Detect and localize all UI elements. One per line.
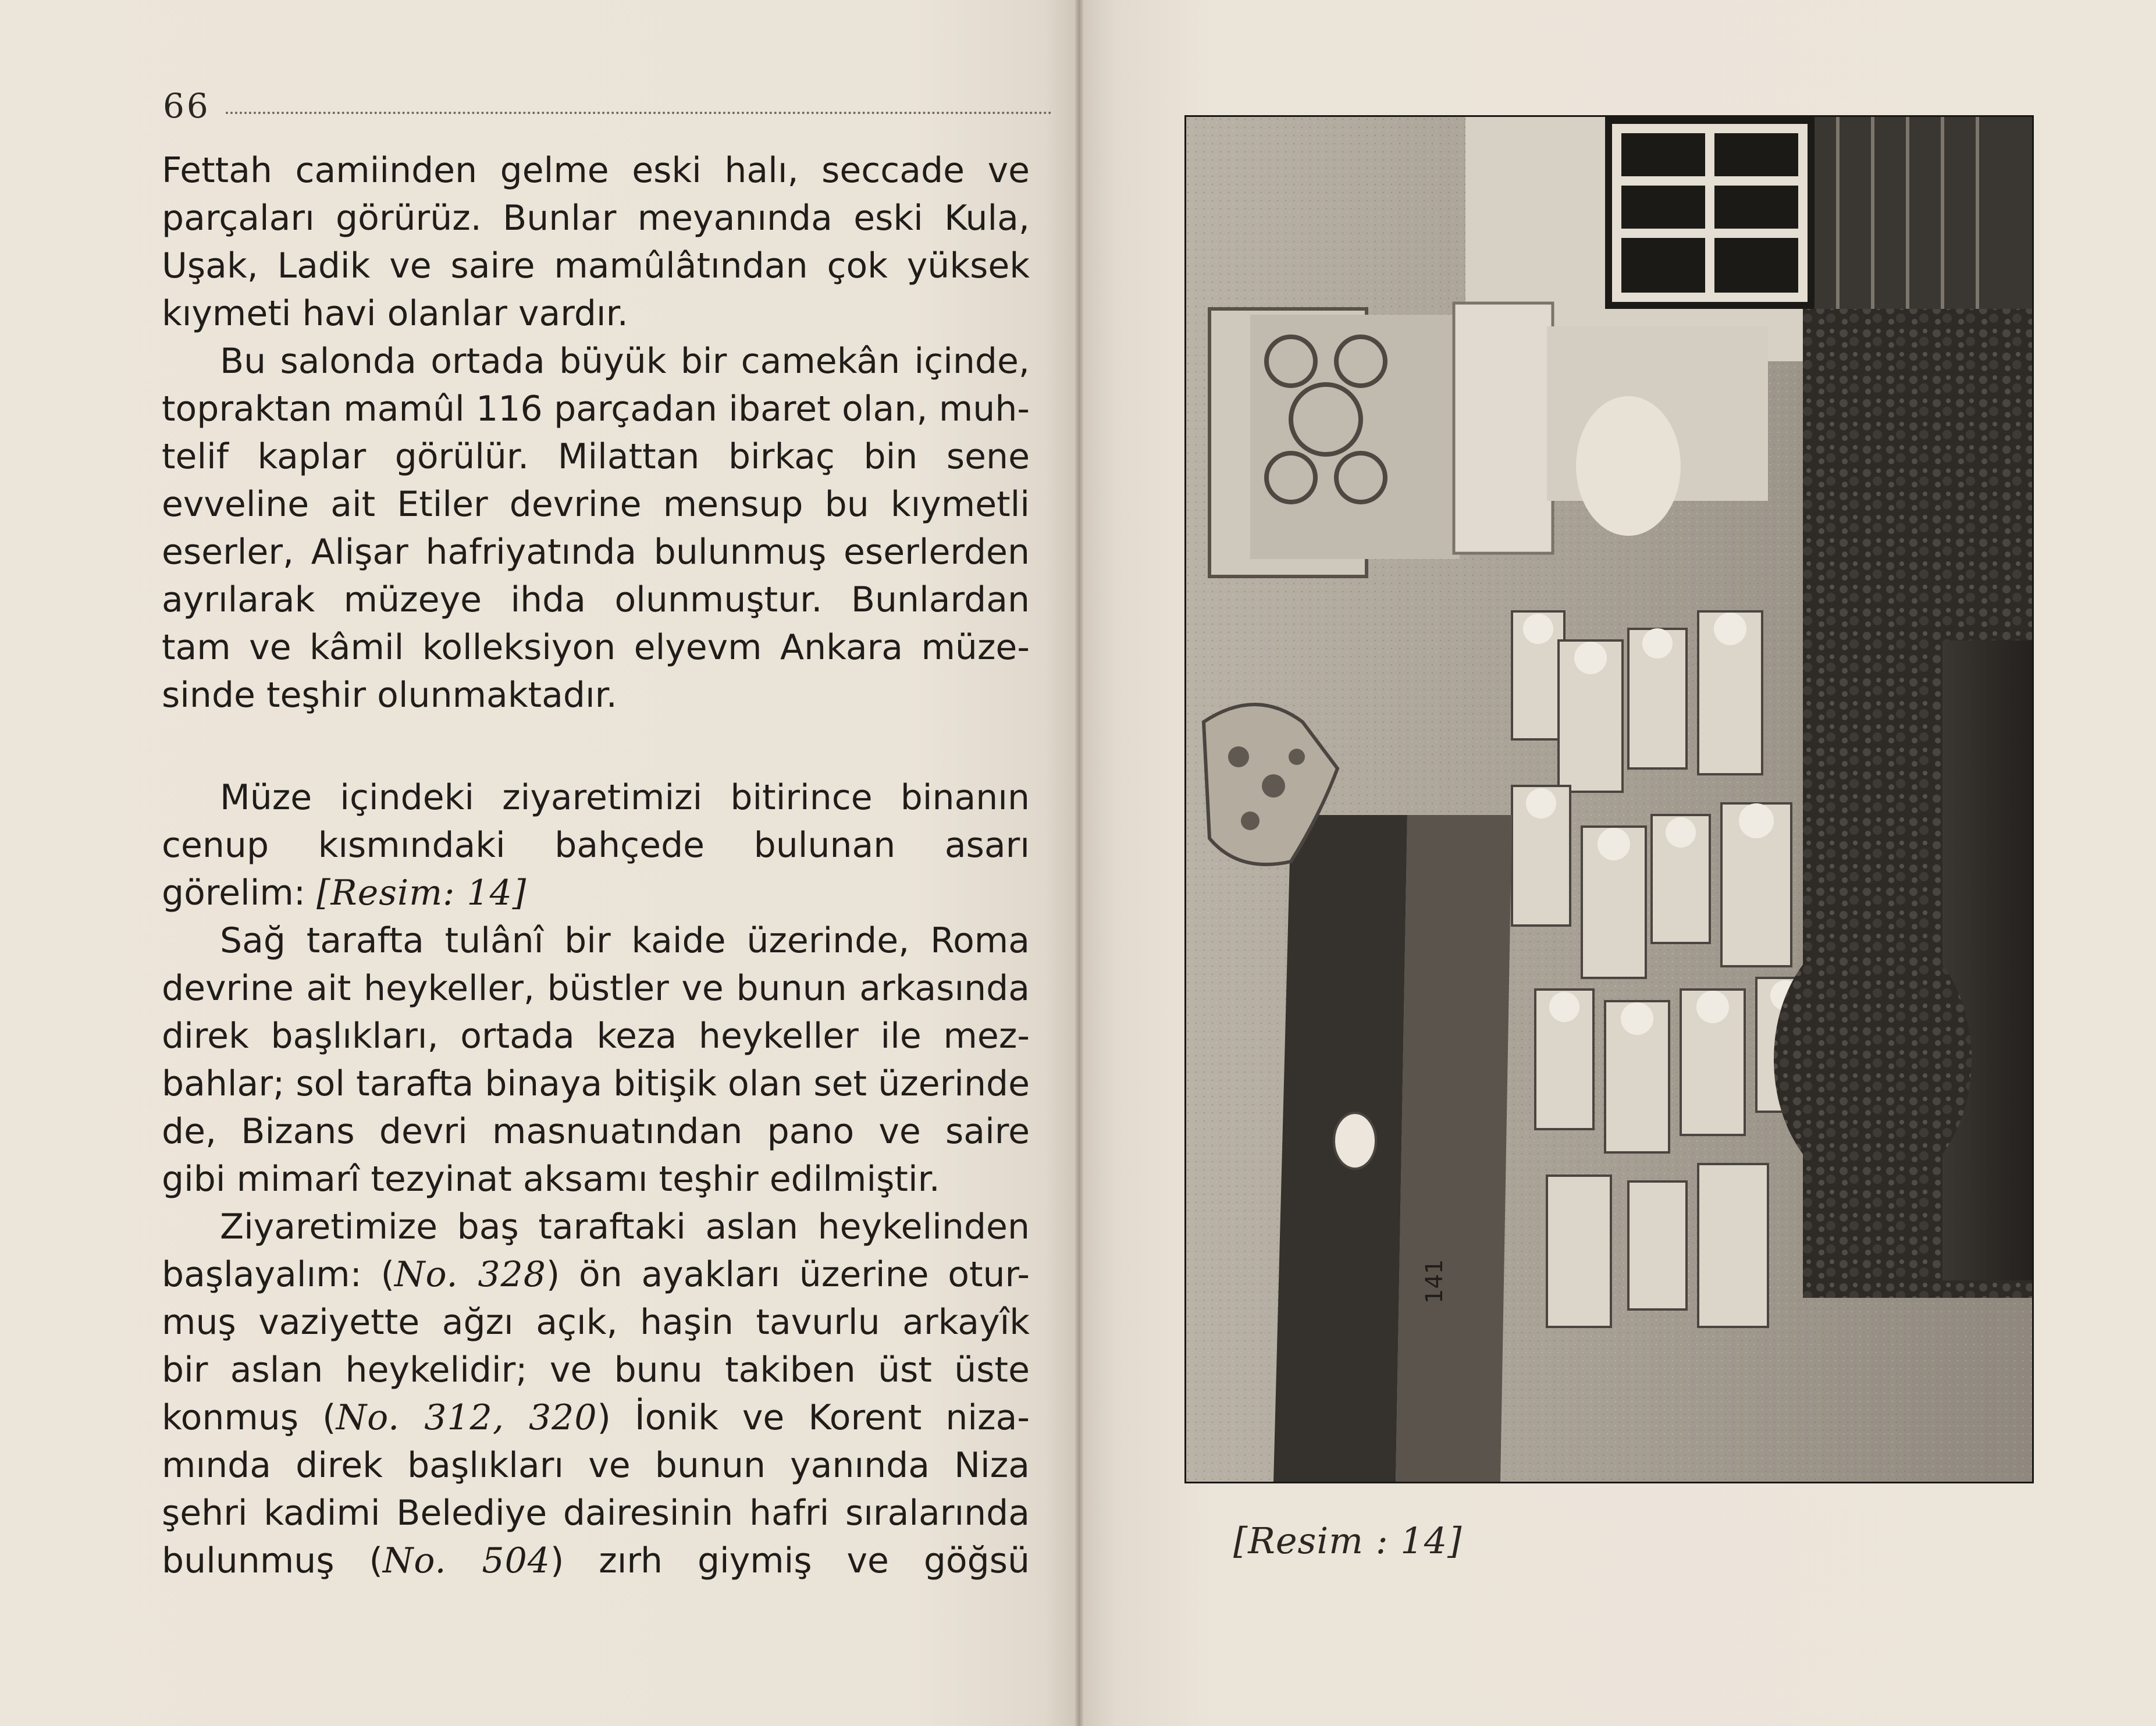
text-segment: direk başlıkları, ortada keza heykeller ile mez- [162, 1016, 1030, 1056]
text-segment: başlayalım: ( [162, 1254, 394, 1295]
text-line [162, 821, 1030, 869]
text-segment: topraktan mamûl 116 parçadan ibaret olan, muh- [162, 389, 1030, 429]
text-segment: görelim: [162, 873, 317, 913]
text-line [162, 1394, 1030, 1442]
text-segment: Uşak, Ladik ve saire mamûlâtından çok yüksek [162, 245, 1030, 286]
text-segment: No. 328 [394, 1254, 546, 1295]
header-dotted-rule [226, 112, 1052, 114]
text-line [162, 385, 1030, 433]
photo-illustration [1186, 117, 2032, 1482]
text-segment: Bu salonda ortada büyük bir camekân içinde, [220, 341, 1030, 382]
text-line [162, 917, 1030, 965]
text-segment: evveline ait Etiler devrine mensup bu kıymetli [162, 484, 1030, 525]
left-page [0, 0, 1076, 1726]
photo-inscription: 141 [1421, 1259, 1448, 1304]
figure-reference: [Resim: 14] [316, 873, 527, 913]
text-segment: ) zırh giymiş ve göğsü [550, 1540, 1030, 1581]
text-line [162, 624, 1030, 671]
text-segment: Müze içindeki ziyaretimizi bitirince binanın [220, 777, 1030, 818]
text-line [162, 147, 1030, 194]
text-segment: cenup kısmındaki bahçede bulunan asarı [162, 825, 1030, 866]
text-line [162, 194, 1030, 242]
text-line [162, 1251, 1030, 1298]
text-line [162, 1489, 1030, 1537]
text-line [162, 671, 1030, 719]
text-line [162, 242, 1030, 290]
text-segment: eserler, Alişar hafriyatında bulunmuş eserlerden [162, 532, 1030, 572]
text-line [162, 528, 1030, 576]
text-segment: Ziyaretimize baş taraftaki aslan heykelinden [220, 1207, 1030, 1247]
text-segment: bir aslan heykelidir; ve bunu takiben üst üste [162, 1350, 1030, 1390]
text-segment: bulunmuş ( [162, 1540, 383, 1581]
text-segment: kıymeti havi olanlar vardır. [162, 293, 628, 334]
text-line [162, 1442, 1030, 1489]
text-line [162, 869, 1030, 917]
text-segment: No. 312, 320 [336, 1397, 597, 1438]
text-line [162, 481, 1030, 528]
text-line [162, 1012, 1030, 1060]
text-segment: tam ve kâmil kolleksiyon elyevm Ankara müze- [162, 627, 1030, 668]
text-segment: sinde teşhir olunmaktadır. [162, 675, 617, 716]
text-line [162, 965, 1030, 1012]
text-segment: ayrılarak müzeye ihda olunmuştur. Bunlardan [162, 579, 1030, 620]
text-line [162, 1346, 1030, 1394]
page-number: 66 [163, 86, 211, 126]
text-line [162, 774, 1030, 821]
text-segment: mında direk başlıkları ve bunun yanında Niza [162, 1445, 1030, 1486]
text-segment: gibi mimarî tezyinat aksamı teşhir edilmiştir. [162, 1159, 940, 1200]
text-segment: No. 504 [382, 1540, 550, 1581]
text-line [162, 1298, 1030, 1346]
text-segment: telif kaplar görülür. Milattan birkaç bin sene [162, 436, 1030, 477]
text-line [162, 1203, 1030, 1251]
text-line [162, 337, 1030, 385]
text-line [162, 433, 1030, 481]
text-segment: ) ön ayakları üzerine otur- [546, 1254, 1030, 1295]
text-segment: konmuş ( [162, 1397, 336, 1438]
figure-caption: [Resim : 14] [1233, 1519, 1463, 1562]
text-segment: de, Bizans devri masnuatından pano ve saire [162, 1111, 1030, 1152]
text-line [162, 576, 1030, 624]
text-segment: bahlar; sol tarafta binaya bitişik olan set üzerinde [162, 1063, 1030, 1104]
text-line [162, 1155, 1030, 1203]
text-segment: Fettah camiinden gelme eski halı, seccade ve [162, 150, 1030, 191]
text-line [162, 290, 1030, 337]
body-text [162, 147, 1030, 1585]
text-segment: şehri kadimi Belediye dairesinin hafri sıralarında [162, 1493, 1030, 1533]
text-segment: ) İonik ve Korent niza- [597, 1397, 1030, 1438]
text-segment: devrine ait heykeller, büstler ve bunun arkasında [162, 968, 1030, 1009]
text-line [162, 1060, 1030, 1108]
paragraph-gap [162, 719, 1030, 774]
text-segment: muş vaziyette ağzı açık, haşin tavurlu arkayîk [162, 1302, 1030, 1343]
museum-garden-photo [1184, 115, 2034, 1483]
text-segment: parçaları görürüz. Bunlar meyanında eski Kula, [162, 198, 1030, 239]
text-line [162, 1537, 1030, 1585]
text-segment: Sağ tarafta tulânî bir kaide üzerinde, Roma [220, 920, 1030, 961]
text-line [162, 1108, 1030, 1155]
